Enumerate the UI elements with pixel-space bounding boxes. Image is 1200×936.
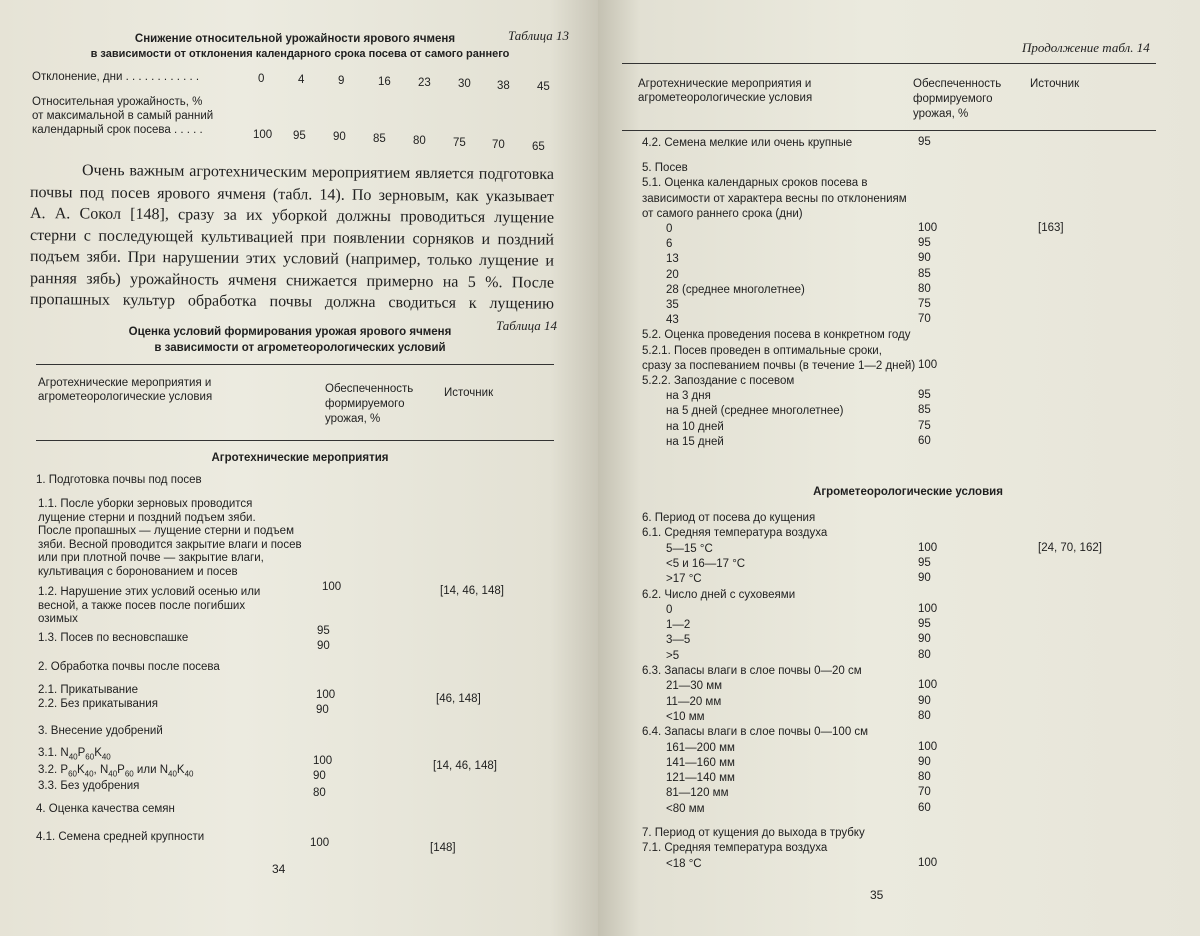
cont-col-header-supply-2: формируемого bbox=[913, 93, 993, 105]
table13-yield-value: 75 bbox=[453, 137, 466, 149]
table-row-label: 5. Посев bbox=[642, 162, 688, 175]
table13-caption: Таблица 13 bbox=[508, 28, 570, 43]
table-row-value: 90 bbox=[918, 252, 931, 265]
formula-subscript: 60 bbox=[124, 769, 134, 779]
table-row-label: 6. Период от посева до кущения bbox=[642, 512, 816, 524]
table-row-label: 6 bbox=[666, 238, 673, 251]
row-1-1-line: зяби. Весной проводится закрытие влаги и посев bbox=[38, 538, 302, 551]
paragraph-line: ранняя зябь) урожайность ячменя снижается примерно на 5 %. После bbox=[29, 269, 555, 292]
table-row-label: зависимости от характера весны по отклонениям bbox=[642, 192, 907, 205]
table-row-value: 75 bbox=[918, 419, 931, 432]
col-header-supply-1: Обеспеченность bbox=[325, 383, 414, 395]
table-row-label: <80 мм bbox=[666, 802, 705, 815]
table-row-label: 3—5 bbox=[666, 634, 691, 647]
table13-deviation-value: 9 bbox=[338, 75, 345, 87]
col-header-supply-2: формируемого bbox=[325, 398, 405, 410]
table13-deviation-value: 0 bbox=[258, 73, 265, 85]
row-1-3: 1.3. Посев по весновспашке bbox=[38, 632, 189, 644]
table-row-label: 0 bbox=[666, 223, 673, 235]
table-row-value: 100 bbox=[918, 602, 938, 615]
paragraph-line: почвы под посев ярового ячменя (табл. 14). По зерновым, как указывает bbox=[29, 183, 555, 206]
table13-row-yield-label-1: Относительная урожайность, % bbox=[32, 96, 203, 108]
table13-yield-value: 80 bbox=[413, 135, 426, 147]
paragraph-line: стерни с последующей культивацией при появлении сорняков и поздний bbox=[29, 226, 555, 249]
row-1-1-line: лущение стерни и поздний подъем зяби. bbox=[38, 511, 256, 524]
table14-continuation-caption: Продолжение табл. 14 bbox=[1022, 40, 1150, 55]
cont-col-header-supply-1: Обеспеченность bbox=[913, 78, 1002, 90]
table13-yield-value: 100 bbox=[253, 129, 273, 141]
table13-row-deviation-label: Отклонение, дни . . . . . . . . . . . . bbox=[32, 71, 200, 83]
row-3-1 bbox=[38, 746, 111, 764]
paragraph-line: Очень важным агротехническим мероприятием является подготовка bbox=[81, 162, 555, 184]
row-soil-after-sowing: 2. Обработка почвы после посева bbox=[38, 661, 220, 673]
table-row-label: 11—20 мм bbox=[666, 695, 722, 708]
table14-header-rule bbox=[36, 440, 554, 441]
table13-yield-value: 90 bbox=[333, 131, 346, 143]
row-2-2: 2.2. Без прикатывания bbox=[38, 698, 158, 710]
table-row-label: на 3 дня bbox=[666, 390, 711, 403]
cont-col-header-measures-1: Агротехнические мероприятия и bbox=[638, 78, 812, 90]
table-row-value: 90 bbox=[918, 633, 931, 646]
formula-element: N bbox=[60, 747, 69, 759]
table13-yield-value: 70 bbox=[492, 139, 505, 151]
table13-deviation-value: 38 bbox=[497, 80, 510, 92]
table-row-value: 95 bbox=[918, 237, 931, 250]
table13-row-yield-label-2: от максимальной в самый ранний bbox=[32, 110, 214, 122]
col-header-measures-2: агрометеорологические условия bbox=[38, 391, 213, 403]
row-2-1-source: [46, 148] bbox=[436, 693, 481, 705]
formula-subscript: 40 bbox=[84, 769, 94, 779]
row-3-2-or: или bbox=[133, 764, 160, 776]
row-1-1-source: [14, 46, 148] bbox=[440, 585, 504, 597]
table-row-label: 35 bbox=[666, 299, 679, 311]
cont-col-header-source: Источник bbox=[1030, 78, 1080, 90]
formula-np bbox=[99, 764, 134, 779]
formula-element: K bbox=[76, 764, 85, 776]
table-row-label: <18 °C bbox=[666, 857, 702, 870]
formula-element: P bbox=[117, 764, 125, 776]
table-row-value: 80 bbox=[918, 709, 931, 722]
table13-yield-value: 65 bbox=[532, 141, 545, 153]
table-row-label: 7. Период от кущения до выхода в трубку bbox=[642, 827, 865, 839]
table-row-source: [163] bbox=[1038, 222, 1064, 234]
table-row-value: 100 bbox=[918, 541, 938, 554]
table-row-value: 90 bbox=[918, 572, 931, 585]
page-number-left: 34 bbox=[272, 862, 286, 876]
table-row-label: 21—30 мм bbox=[666, 680, 723, 693]
table-row-label: 5.2.2. Запоздание с посевом bbox=[642, 375, 795, 387]
row-fertilizers: 3. Внесение удобрений bbox=[38, 725, 163, 737]
row-2-1-value: 100 bbox=[316, 689, 336, 701]
row-3-2-prefix: 3.2. bbox=[38, 764, 61, 776]
table-row-label: 28 (среднее многолетнее) bbox=[666, 283, 805, 296]
table-row-value: 90 bbox=[918, 694, 931, 707]
row-3-2-separator: , bbox=[93, 764, 100, 776]
table13-row-yield-label-3: календарный срок посева . . . . . bbox=[32, 124, 203, 136]
table-row-label: 5.1. Оценка календарных сроков посева в bbox=[642, 177, 868, 190]
table-row-label: 1—2 bbox=[666, 619, 691, 632]
table-row-label: 5—15 °C bbox=[666, 542, 713, 555]
table-row-label: 6.3. Запасы влаги в слое почвы 0—20 см bbox=[642, 665, 862, 677]
row-3-3-value: 80 bbox=[313, 787, 326, 799]
formula-element: K bbox=[94, 747, 102, 759]
table-row-value: 75 bbox=[918, 298, 931, 310]
table-row-label: 20 bbox=[666, 268, 679, 281]
paragraph-line: подъем зяби. При нарушении этих условий (например, только лущение и bbox=[29, 248, 555, 270]
table-row-value: 85 bbox=[918, 267, 931, 280]
table-row-label: от самого раннего срока (дни) bbox=[642, 207, 803, 220]
col-header-measures-1: Агротехнические мероприятия и bbox=[38, 377, 212, 389]
table-row-label: 6.2. Число дней с суховеями bbox=[642, 588, 796, 601]
row-3-1-prefix: 3.1. bbox=[38, 747, 61, 759]
cont-col-header-measures-2: агрометеорологические условия bbox=[638, 92, 813, 104]
formula-subscript: 40 bbox=[101, 752, 111, 762]
col-header-supply-3: урожая, % bbox=[325, 413, 381, 425]
row-1-1-line: После пропашных — лущение стерни и подъем bbox=[38, 525, 294, 537]
formula-element: N bbox=[99, 764, 109, 776]
table-row-value: 95 bbox=[918, 618, 931, 631]
table14-title-line2: в зависимости от агрометеорологических условий bbox=[154, 342, 446, 354]
table13-yield-value: 85 bbox=[373, 133, 386, 145]
row-1-1-line: или при плотной почве — закрытие влаги, bbox=[38, 552, 264, 564]
formula-subscript: 40 bbox=[168, 769, 177, 779]
row-4-1-source: [148] bbox=[430, 842, 456, 854]
cont-col-header-supply-3: урожая, % bbox=[913, 108, 969, 120]
cont-header-rule bbox=[622, 130, 1156, 131]
table-row-label: >5 bbox=[666, 649, 680, 662]
right-page bbox=[598, 0, 1200, 936]
formula-pk bbox=[60, 764, 94, 779]
formula-element: P bbox=[60, 764, 69, 776]
table13-deviation-value: 16 bbox=[378, 76, 391, 88]
page-number-right: 35 bbox=[870, 888, 884, 902]
row-4-1-value: 100 bbox=[310, 837, 330, 849]
col-header-source: Источник bbox=[444, 387, 494, 399]
row-3-2-value: 90 bbox=[313, 770, 326, 782]
formula-subscript: 60 bbox=[68, 769, 77, 779]
table-row-value: 100 bbox=[918, 856, 938, 869]
row-2-2-value: 90 bbox=[316, 704, 329, 716]
table-row-value: 90 bbox=[918, 755, 931, 768]
table-row-label: 5.2.1. Посев проведен в оптимальные сроки, bbox=[642, 344, 882, 357]
table14-title-line1: Оценка условий формирования урожая ярового ячменя bbox=[128, 326, 452, 338]
table-row-value: 100 bbox=[918, 740, 938, 753]
table-row-value: 60 bbox=[918, 434, 931, 447]
cont-top-rule bbox=[622, 63, 1156, 64]
table-row-label: на 10 дней bbox=[666, 420, 724, 433]
table13-yield-value: 95 bbox=[293, 130, 306, 142]
table-row-label: 161—200 мм bbox=[666, 741, 735, 754]
table13-deviation-value: 4 bbox=[298, 74, 305, 86]
table-row-label: 5.2. Оценка проведения посева в конкретном году bbox=[642, 329, 911, 342]
row-soil-prep: 1. Подготовка почвы под посев bbox=[36, 474, 202, 486]
formula-subscript: 40 bbox=[184, 769, 194, 779]
table-row-value: 60 bbox=[918, 801, 931, 814]
section-agro-measures: Агротехнические мероприятия bbox=[211, 452, 389, 464]
table13-title-line1: Снижение относительной урожайности ярового ячменя bbox=[134, 33, 456, 45]
table-row-source: [24, 70, 162] bbox=[1038, 541, 1102, 554]
table-row-label: 0 bbox=[666, 603, 673, 616]
table-row-value: 100 bbox=[918, 222, 938, 234]
formula-element: K bbox=[176, 764, 185, 776]
row-1-1-value: 100 bbox=[322, 581, 342, 593]
table13-deviation-value: 45 bbox=[537, 81, 550, 93]
table-row-label: на 5 дней (среднее многолетнее) bbox=[666, 405, 844, 418]
table-row-label: 141—160 мм bbox=[666, 756, 735, 769]
formula-element: N bbox=[159, 764, 168, 776]
row-1-2-line: озимых bbox=[38, 613, 78, 625]
row-3-1-source: [14, 46, 148] bbox=[433, 760, 497, 772]
table-row-value: 80 bbox=[918, 771, 931, 784]
row-3-1-value: 100 bbox=[313, 755, 333, 767]
table-row-label: 6.4. Запасы влаги в слое почвы 0—100 см bbox=[642, 726, 869, 739]
formula-subscript: 40 bbox=[68, 752, 78, 762]
table-row-label: >17 °C bbox=[666, 573, 702, 586]
table-row-label: 6.1. Средняя температура воздуха bbox=[642, 527, 828, 540]
paragraph-line: пропашных культур обработка почвы должна сводиться к лущению bbox=[29, 291, 555, 313]
left-page bbox=[0, 0, 598, 936]
row-3-3: 3.3. Без удобрения bbox=[38, 780, 140, 792]
table-row-value: 100 bbox=[918, 358, 938, 371]
row-2-1: 2.1. Прикатывание bbox=[38, 684, 138, 696]
formula-nk bbox=[159, 764, 194, 779]
table-row-label: 81—120 мм bbox=[666, 787, 729, 800]
formula-subscript: 40 bbox=[108, 769, 118, 779]
table-row-label: <5 и 16—17 °C bbox=[666, 557, 746, 570]
table-row-value: 80 bbox=[918, 282, 931, 295]
table-row-label: сразу за поспеванием почвы (в течение 1—2 дней) bbox=[642, 359, 916, 372]
table-row-label: 121—140 мм bbox=[666, 772, 735, 785]
table13-deviation-value: 30 bbox=[458, 78, 471, 90]
row-1-2-value: 95 bbox=[317, 625, 330, 637]
table-row-value: 95 bbox=[918, 389, 931, 402]
table-row-value: 100 bbox=[918, 679, 938, 692]
table-row-value: 70 bbox=[918, 786, 931, 799]
row-4-1: 4.1. Семена средней крупности bbox=[36, 831, 205, 843]
row-1-2-line: 1.2. Нарушение этих условий осенью или bbox=[38, 586, 261, 598]
row-1-1-line: 1.1. После уборки зерновых проводится bbox=[38, 498, 253, 510]
table-row-value: 80 bbox=[918, 648, 931, 661]
table-row-value: 70 bbox=[918, 313, 931, 326]
table13-deviation-value: 23 bbox=[418, 77, 431, 89]
row-1-3-value: 90 bbox=[317, 640, 330, 652]
table-row-label: 7.1. Средняя температура воздуха bbox=[642, 842, 828, 855]
row-1-2-line: весной, а также посев после погибших bbox=[38, 599, 246, 612]
row-1-1-line: культивация с боронованием и посев bbox=[38, 565, 238, 578]
table-row-value: 85 bbox=[918, 404, 931, 417]
table-row-label: 4.2. Семена мелкие или очень крупные bbox=[642, 137, 853, 149]
formula-npk bbox=[60, 747, 111, 762]
row-seed-quality: 4. Оценка качества семян bbox=[36, 803, 175, 815]
table-row-label: 43 bbox=[666, 314, 679, 327]
table13-title-line2: в зависимости от отклонения календарного срока посева от самого раннего bbox=[90, 48, 510, 60]
paragraph-line: А. А. Сокол [148], сразу за их уборкой должны проводиться лущение bbox=[29, 205, 555, 227]
section-agrometeo: Агрометеорологические условия bbox=[813, 486, 1003, 498]
table14-top-rule bbox=[36, 364, 554, 365]
table-row-label: <10 мм bbox=[666, 710, 705, 723]
table14-caption: Таблица 14 bbox=[496, 318, 558, 333]
formula-element: P bbox=[77, 747, 86, 759]
table-row-value: 95 bbox=[918, 136, 931, 148]
formula-subscript: 60 bbox=[85, 752, 95, 762]
table-row-value: 95 bbox=[918, 556, 931, 569]
table-row-label: 13 bbox=[666, 253, 679, 266]
table-row-label: на 15 дней bbox=[666, 435, 724, 448]
